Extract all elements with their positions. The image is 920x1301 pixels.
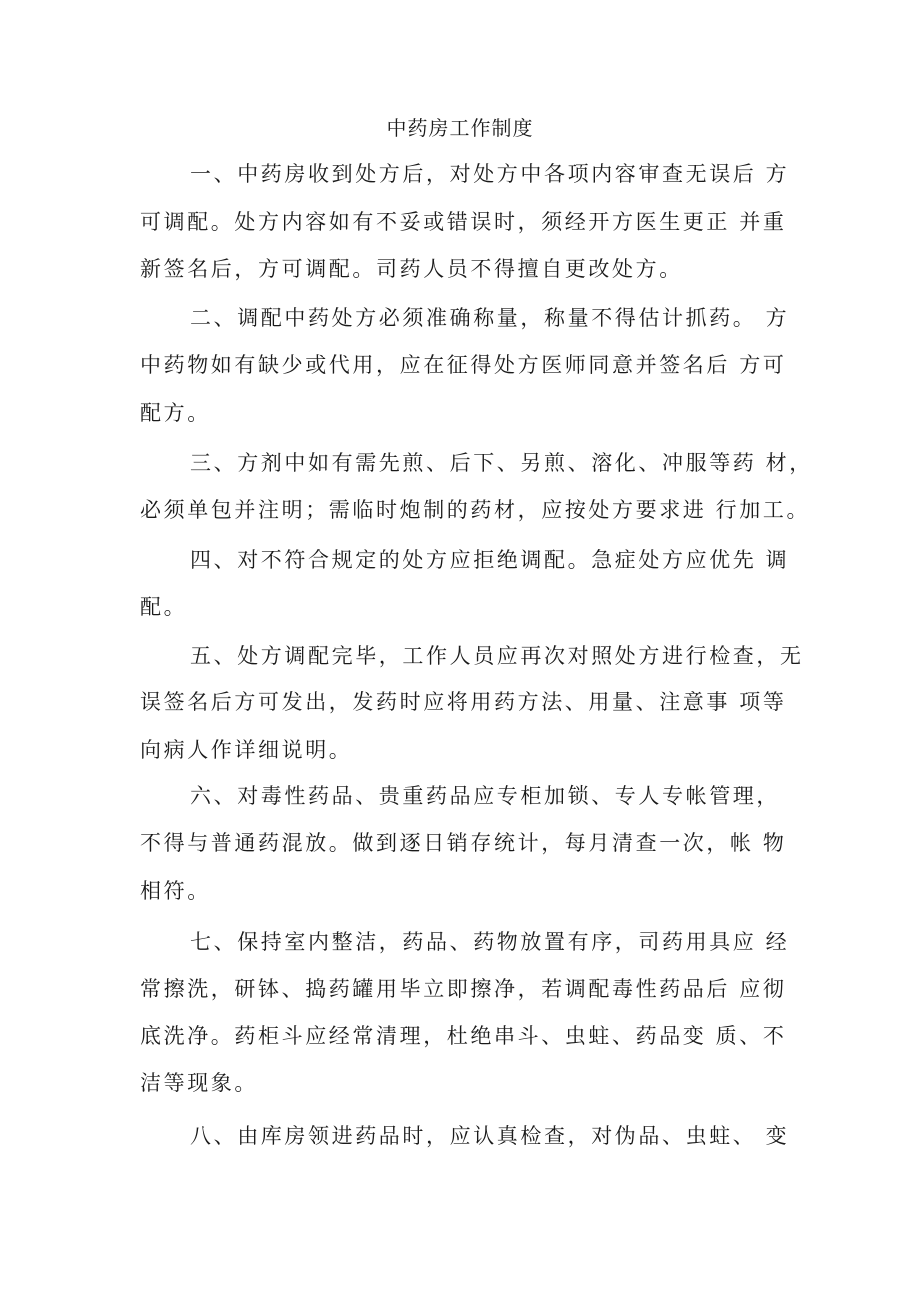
text-line: 不得与普通药混放。做到逐日销存统计，每月清查一次，帐 物: [140, 831, 787, 855]
text-line: 配方。: [140, 401, 211, 425]
text-line: 八、由库房领进药品时，应认真检查，对伪品、虫蛀、 变: [190, 1124, 790, 1148]
text-line: 三、方剂中如有需先煎、后下、另煎、溶化、冲服等药 材，: [190, 451, 813, 475]
document-title: 中药房工作制度: [386, 116, 534, 140]
text-line: 误签名后方可发出，发药时应将用药方法、用量、注意事 项等: [140, 690, 787, 714]
text-line: 可调配。处方内容如有不妥或错误时，须经开方医生更正 并重: [140, 210, 787, 234]
text-line: 六、对毒性药品、贵重药品应专柜加锁、专人专帐管理，: [190, 784, 780, 808]
text-line: 新签名后，方可调配。司药人员不得擅自更改处方。: [140, 257, 683, 281]
text-line: 常擦洗，研钵、捣药罐用毕立即擦净，若调配毒性药品后 应彻: [140, 977, 787, 1001]
text-line: 四、对不符合规定的处方应拒绝调配。急症处方应优先 调: [190, 548, 790, 572]
text-line: 七、保持室内整洁，药品、药物放置有序，司药用具应 经: [190, 930, 790, 954]
text-line: 底洗净。药柜斗应经常清理，杜绝串斗、虫蛀、药品变 质、不: [140, 1024, 787, 1048]
text-line: 向病人作详细说明。: [140, 738, 353, 762]
text-line: 配。: [140, 595, 188, 619]
text-line: 洁等现象。: [140, 1071, 258, 1095]
text-line: 相符。: [140, 879, 211, 903]
text-line: 一、中药房收到处方后，对处方中各项内容审查无误后 方: [190, 162, 790, 186]
text-line: 二、调配中药处方必须准确称量，称量不得估计抓药。 方: [190, 306, 790, 330]
text-line: 五、处方调配完毕，工作人员应再次对照处方进行检查，无: [190, 644, 804, 668]
text-line: 中药物如有缺少或代用，应在征得处方医师同意并签名后 方可: [140, 353, 787, 377]
text-line: 必须单包并注明；需临时炮制的药材，应按处方要求进 行加工。: [140, 498, 811, 522]
